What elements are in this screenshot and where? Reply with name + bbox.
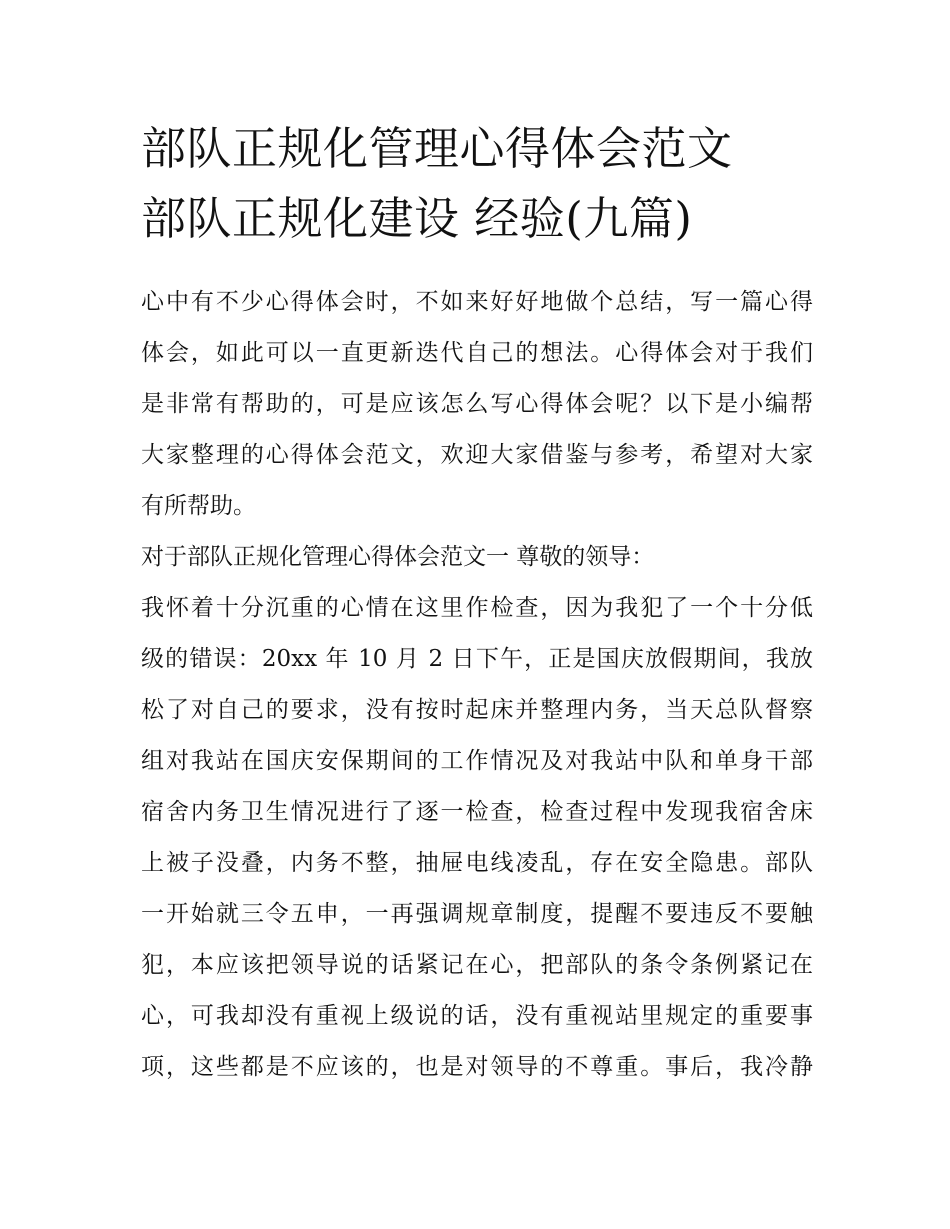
body-line: 大家整理的心得体会范文，欢迎大家借鉴与参考，希望对大家: [141, 442, 813, 468]
body-line: 是非常有帮助的，可是应该怎么写心得体会呢？以下是小编帮: [141, 391, 813, 417]
body-line: 上被子没叠，内务不整，抽屉电线凌乱，存在安全隐患。部队: [141, 850, 813, 876]
body-line: 我怀着十分沉重的心情在这里作检查，因为我犯了一个十分低: [141, 595, 813, 621]
body-line: 松了对自己的要求，没有按时起床并整理内务，当天总队督察: [141, 697, 813, 723]
title-line-1: 部队正规化管理心得体会范文: [141, 122, 733, 175]
document-title: [141, 114, 821, 254]
body-line: 一开始就三令五申，一再强调规章制度，提醒不要违反不要触: [141, 901, 813, 927]
body-line: 宿舍内务卫生情况进行了逐一检查，检查过程中发现我宿舍床: [141, 799, 813, 825]
body-line: 心中有不少心得体会时，不如来好好地做个总结，写一篇心得: [141, 289, 813, 315]
body-line: 有所帮助。: [141, 493, 256, 519]
body-line: 项，这些都是不应该的，也是对领导的不尊重。事后，我冷静: [141, 1054, 813, 1080]
title-line-2: 部队正规化建设 经验(九篇): [141, 192, 693, 245]
body-line: 体会，如此可以一直更新迭代自己的想法。心得体会对于我们: [141, 340, 813, 366]
body-line: 心，可我却没有重视上级说的话，没有重视站里规定的重要事: [141, 1003, 813, 1029]
document-body: [141, 282, 813, 1098]
body-line: 犯，本应该把领导说的话紧记在心，把部队的条令条例紧记在: [141, 952, 813, 978]
body-line: 级的错误：20xx 年 10 月 2 日下午，正是国庆放假期间，我放: [141, 646, 813, 672]
body-line: 组对我站在国庆安保期间的工作情况及对我站中队和单身干部: [141, 748, 813, 774]
section-heading-line: 对于部队正规化管理心得体会范文一 尊敬的领导：: [141, 544, 655, 570]
